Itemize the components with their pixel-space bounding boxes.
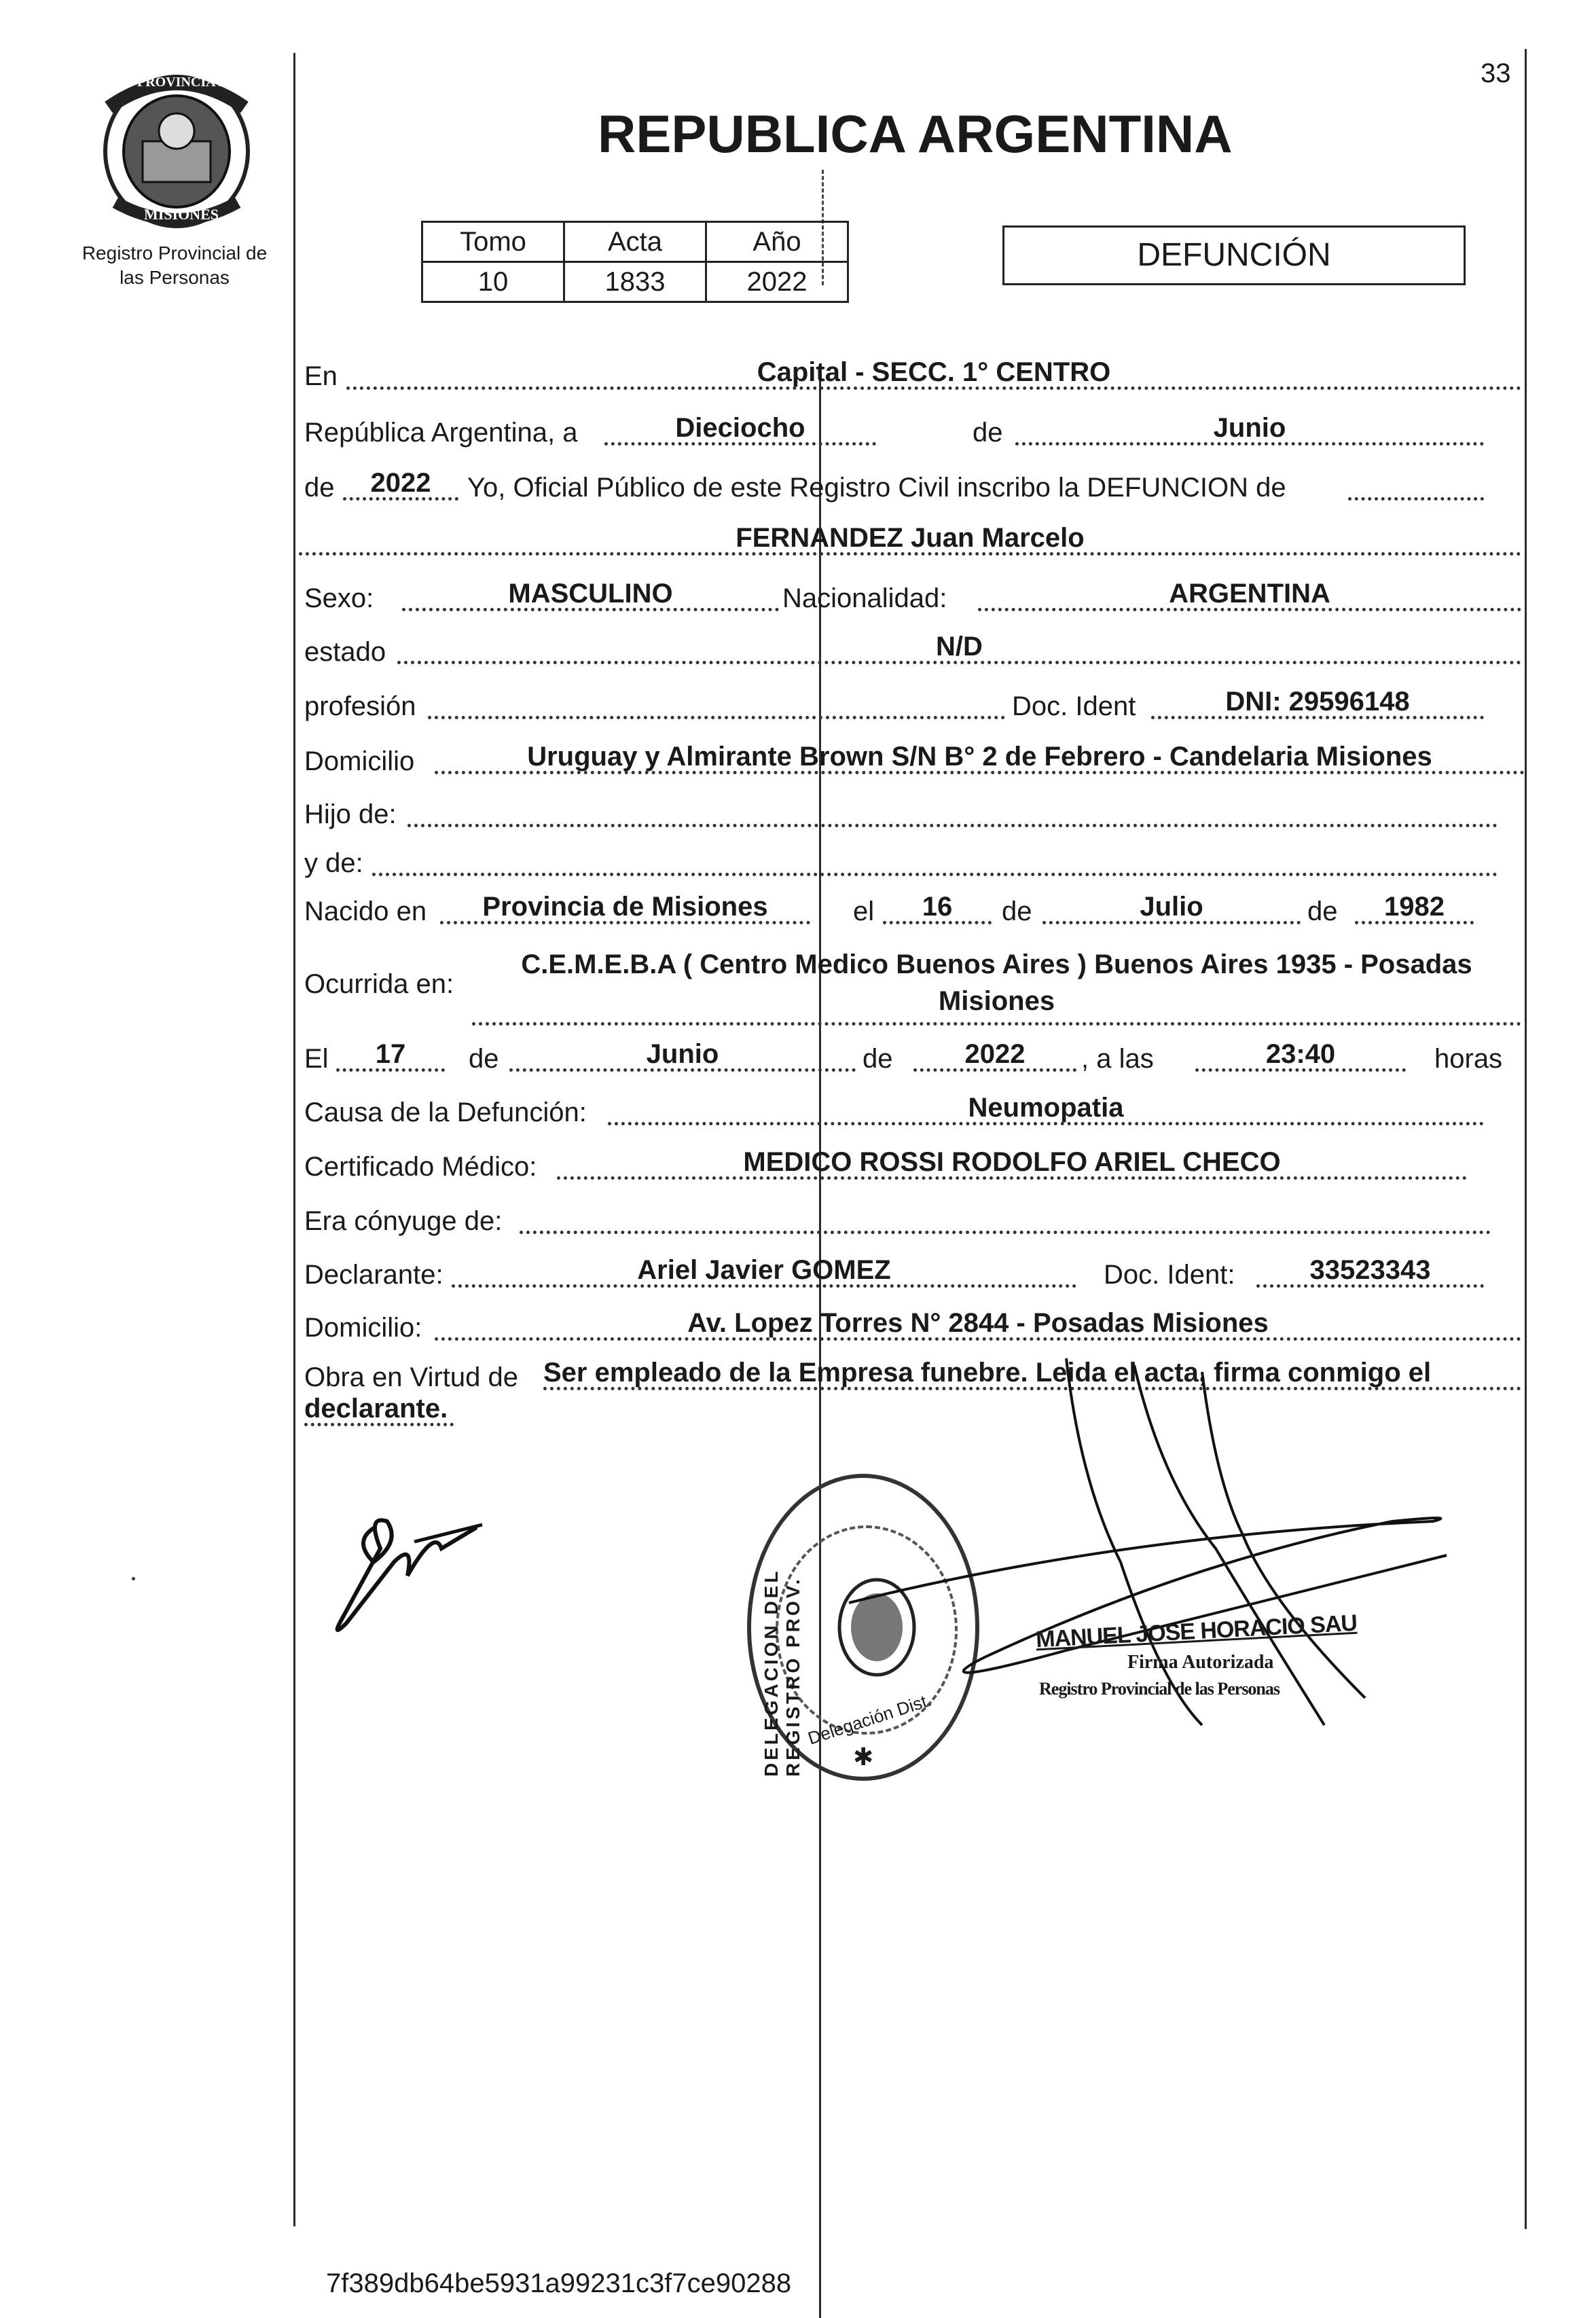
registry-line-1: Registro Provincial de — [81, 242, 268, 264]
domicilio-label: Domicilio — [304, 746, 415, 776]
table-value-anio: 2022 — [706, 262, 848, 302]
left-margin-line — [293, 53, 295, 2226]
obra-field-2: declarante. — [304, 1392, 454, 1426]
nacido-field: Provincia de Misiones — [440, 890, 810, 924]
de-label-5: de — [469, 1044, 499, 1074]
profesion-field — [428, 685, 1005, 719]
de-label-3: de — [1002, 897, 1032, 926]
official-text: Yo, Oficial Público de este Registro Civil inscribo la DEFUNCION de — [467, 473, 1286, 503]
page-number: 33 — [1481, 58, 1511, 88]
footer-hash: 7f389db64be5931a99231c3f7ce90288 — [326, 2268, 792, 2298]
record-table — [421, 221, 849, 303]
nacido-label: Nacido en — [304, 897, 427, 926]
horas-label: horas — [1434, 1044, 1503, 1074]
official-signature — [781, 1345, 1528, 1820]
birth-year-field: 1982 — [1355, 890, 1474, 924]
ocurrida-label: Ocurrida en: — [304, 969, 454, 999]
nacionalidad-label: Nacionalidad: — [782, 583, 947, 613]
stamp-inner-text: Delegación Dist. — [805, 1689, 935, 1749]
authority-name: MANUEL JOSE HORACIO SAU — [1035, 1610, 1358, 1653]
official-blank-field — [1348, 467, 1484, 501]
day-words-field: Dieciocho — [604, 412, 876, 446]
death-month-field: Junio — [509, 1038, 856, 1072]
obra-field: Ser empleado de la Empresa funebre. Leida el acta, firma conmigo el — [543, 1356, 1521, 1390]
place-field: Capital - SECC. 1° CENTRO — [346, 356, 1521, 390]
republica-label: República Argentina, a — [304, 418, 578, 448]
certificado-label: Certificado Médico: — [304, 1152, 537, 1182]
death-year-field: 2022 — [913, 1038, 1076, 1072]
table-value-tomo: 10 — [422, 262, 564, 302]
el2-label: El — [304, 1044, 329, 1074]
yde-field — [372, 842, 1498, 876]
domicilio2-label: Domicilio: — [304, 1313, 422, 1343]
stamp-star-icon: ✱ — [853, 1743, 874, 1771]
doc-ident2-label: Doc. Ident: — [1104, 1260, 1235, 1290]
domicilio-field: Uruguay y Almirante Brown S/N B° 2 de Febrero - Candelaria Misiones — [435, 740, 1525, 774]
de-label-2: de — [304, 473, 335, 503]
estado-field: N/D — [397, 630, 1521, 664]
registry-name — [62, 241, 287, 290]
table-header-anio: Año — [706, 222, 848, 262]
authority-org: Registro Provincial de las Personas — [1039, 1679, 1280, 1699]
causa-field: Neumopatia — [608, 1091, 1484, 1125]
deceased-name-field: FERNANDEZ Juan Marcelo — [299, 522, 1521, 556]
sexo-label: Sexo: — [304, 583, 374, 613]
table-value-acta: 1833 — [564, 262, 706, 302]
alas-label: , a las — [1081, 1044, 1154, 1074]
conyuge-field — [520, 1200, 1491, 1234]
doc-ident-label: Doc. Ident — [1012, 691, 1136, 721]
stamp-arc-text: DELEGACION DEL REGISTRO PROV. — [761, 1569, 803, 1777]
ocurrida-line-2: Misiones — [938, 986, 1055, 1016]
country-title: REPUBLICA ARGENTINA — [598, 104, 1233, 164]
ocurrida-line-1: C.E.M.E.B.A ( Centro Medico Buenos Aires ) Buenos Aires 1935 - Posadas — [521, 949, 1472, 979]
hijo-label: Hijo de: — [304, 799, 397, 829]
sexo-field: MASCULINO — [402, 577, 779, 611]
authority-role: Firma Autorizada — [1127, 1652, 1274, 1673]
obra-label: Obra en Virtud de — [304, 1362, 519, 1392]
logo-text-bottom: MISIONES — [144, 206, 219, 223]
de-label-1: de — [973, 418, 1003, 448]
declarante-label: Declarante: — [304, 1260, 443, 1290]
de-label-6: de — [863, 1044, 893, 1074]
causa-label: Causa de la Defunción: — [304, 1098, 587, 1127]
registry-line-2: las Personas — [120, 267, 230, 288]
certificado-field: MEDICO ROSSI RODOLFO ARIEL CHECO — [557, 1146, 1467, 1180]
conyuge-label: Era cónyuge de: — [304, 1206, 503, 1236]
profesion-label: profesión — [304, 691, 416, 721]
logo-text-top: PROVINCIA DE — [137, 75, 238, 90]
death-day-field: 17 — [336, 1038, 445, 1072]
domicilio2-field: Av. Lopez Torres N° 2844 - Posadas Misiones — [435, 1307, 1521, 1341]
month-field: Junio — [1015, 412, 1484, 446]
table-header-acta: Acta — [564, 222, 706, 262]
estado-label: estado — [304, 637, 386, 667]
declarante-field: Ariel Javier GOMEZ — [452, 1254, 1076, 1288]
el-label: el — [853, 897, 875, 926]
record-type-box: DEFUNCIÓN — [1002, 225, 1466, 285]
right-margin-line — [1525, 49, 1527, 2229]
en-label: En — [304, 361, 338, 391]
ocurrida-field — [472, 946, 1521, 1026]
yde-label: y de: — [304, 848, 363, 878]
province-seal-logo — [95, 67, 258, 230]
table-header-tomo: Tomo — [422, 222, 564, 262]
birth-month-field: Julio — [1042, 890, 1301, 924]
de-label-4: de — [1307, 897, 1338, 926]
doc-ident2-field: 33523343 — [1256, 1254, 1484, 1288]
year-field: 2022 — [343, 467, 458, 501]
scan-speck — [132, 1577, 135, 1580]
declarant-signature — [326, 1501, 489, 1640]
death-time-field: 23:40 — [1195, 1038, 1406, 1072]
hijo-field — [407, 793, 1498, 827]
doc-ident-field: DNI: 29596148 — [1151, 685, 1484, 719]
nacionalidad-field: ARGENTINA — [978, 577, 1521, 611]
birth-day-field: 16 — [883, 890, 992, 924]
